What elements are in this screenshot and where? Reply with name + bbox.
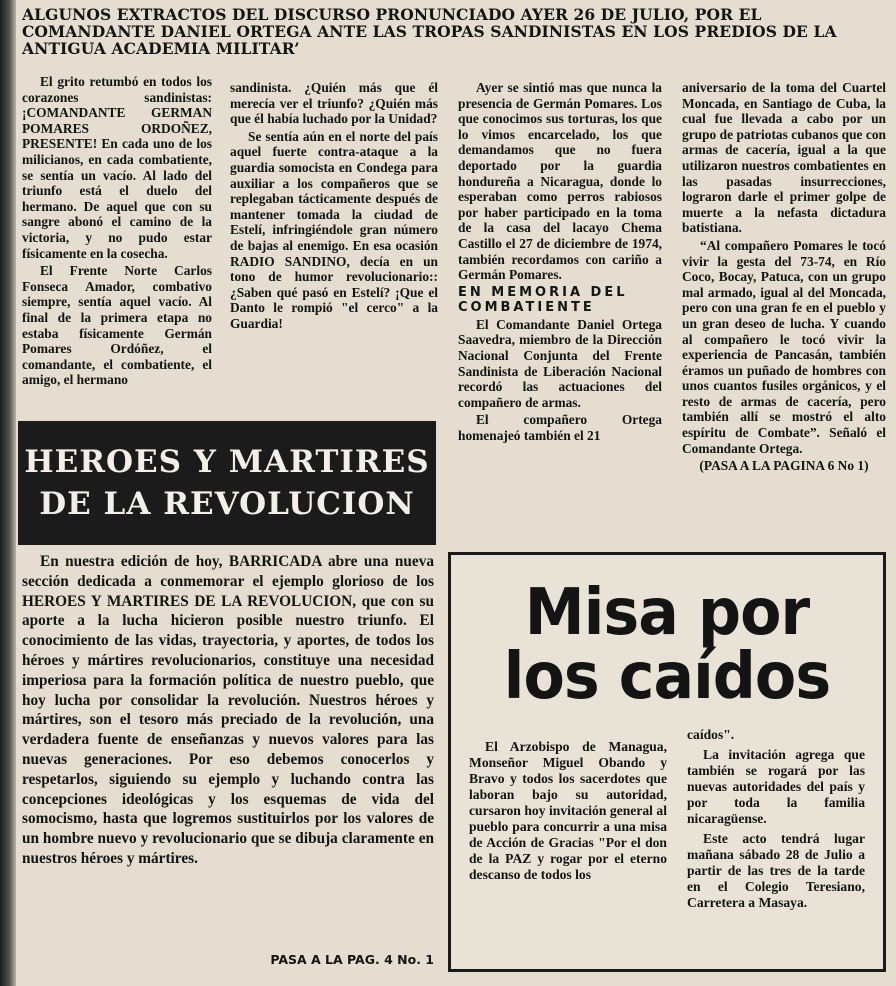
paragraph: sandinista. ¿Quién más que él merecía ver el triunfo? ¿Quién más que él había luchado por la Unidad? bbox=[230, 80, 438, 127]
paragraph: “Al compañero Pomares le tocó vivir la gesta del 73-74, en Río Coco, Bocay, Patuca, con un grupo mal armado, igual al del Moncada, pero con una gran fe en el pueblo y un gran deseo de lucha. Y cuando al compañero le tocó vivir la experiencia de Pancasán, también éramos un puñado de hombres con unos cuantos fusiles orgánicos, y el resto de armas de cacería, pero también allí se mostró el alto espíritu de Combate”. Señaló el Comandante Ortega. bbox=[682, 237, 886, 456]
article-column-3 bbox=[458, 80, 662, 445]
page-headline: ALGUNOS EXTRACTOS DEL DISCURSO PRONUNCIADO AYER 26 DE JULIO, POR EL COMANDANTE DANIEL ORTEGA ANTE LAS TROPAS SANDINISTAS EN LOS PREDIOS DE LA ANTIGUA ACADEMIA MILITAR’ bbox=[22, 5, 837, 58]
article-column-1 bbox=[22, 74, 212, 390]
section-subheading: EN MEMORIA DEL COMBATIENTE bbox=[458, 284, 628, 315]
paragraph: El compañero Ortega homenajeó también el 21 bbox=[458, 412, 662, 443]
banner-line-1: HEROES Y MARTIRES bbox=[24, 444, 430, 480]
announcement-column-1 bbox=[469, 739, 667, 887]
paragraph: La invitación agrega que también se rogará por las nuevas autoridades del país y por toda la familia nicaragüense. bbox=[687, 747, 865, 826]
paragraph: El Arzobispo de Managua, Monseñor Miguel Obando y Bravo y todos los sacerdotes que laboran bajo su autoridad, cursaron hoy invitación general al pueblo para concurrir a una misa de Acción de Gracias "Por el don de la PAZ y rogar por el eterno descanso de todos los bbox=[469, 739, 667, 882]
announcement-title bbox=[464, 576, 870, 714]
article-column-2 bbox=[230, 80, 438, 334]
binding-shadow bbox=[0, 0, 16, 986]
announcement-title-line-2: los caídos bbox=[503, 640, 831, 714]
paragraph: El Frente Norte Carlos Fonseca Amador, combativo siempre, sentía aquel vacío. Al final de la primera etapa no estaba físicamente Germán Pomares Ordóñez, el comandante, el combatiente, el amigo, el hermano bbox=[22, 263, 212, 388]
paragraph: Ayer se sintió mas que nunca la presencia de Germán Pomares. Los que conocimos sus torturas, los que lo vimos encarcelado, los que demandamos que no fuera deportado por la guardia hondureña a Nicaragua, donde lo esperaban como perros rabiosos por haber participado en la toma de la casa del lacayo Chema Castillo el 27 de diciembre de 1974, también recordamos con cariño a Germán Pomares. bbox=[458, 80, 662, 283]
announcement-column-2 bbox=[687, 727, 865, 915]
mass-announcement-box bbox=[448, 552, 886, 972]
article-column-4 bbox=[682, 80, 886, 476]
paragraph: El Comandante Daniel Ortega Saavedra, miembro de la Dirección Nacional Conjunta del Frente Sandinista de Liberación Nacional recordó las actuaciones del compañero de armas. bbox=[458, 316, 662, 410]
paragraph: Se sentía aún en el norte del país aquel fuerte contra-ataque a la guardia somocista en Condega para auxiliar a los compañeros que se replegaban tácticamente después de mantener tomada la ciudad de Estelí, infringiéndole gran número de bajas al enemigo. En esa ocasión RADIO SANDINO, decía en un tono de humor revolucionario:: ¿Saben qué pasó en Estelí? ¡Que el Danto le rompió "el cerco" a la Guardia! bbox=[230, 128, 438, 331]
announcement-title-line-1: Misa por bbox=[524, 576, 810, 650]
paragraph: Este acto tendrá lugar mañana sábado 28 de Julio a partir de las tres de la tarde en el Colegio Teresiano, Carretera a Masaya. bbox=[687, 831, 865, 910]
banner-line-2: DE LA REVOLUCION bbox=[39, 486, 415, 522]
section-banner bbox=[18, 421, 436, 545]
continued-on-notice: (PASA A LA PAGINA 6 No 1) bbox=[699, 458, 869, 474]
continued-on-notice: PASA A LA PAG. 4 No. 1 bbox=[270, 952, 434, 967]
section-intro: En nuestra edición de hoy, BARRICADA abre una nueva sección dedicada a conmemorar el ejemplo glorioso de los HEROES Y MARTIRES DE LA REVOLUCION, que con su aporte a la lucha hicieron posible nuestro triunfo. El conocimiento de las vidas, trayectoria, y aportes, de todos los héroes y mártires revolucionarios, constituye una necesidad imperiosa para la formación política de nuestro pueblo, que hoy lucha por consolidar la revolución. Nuestros héroes y mártires, son el tesoro más preciado de la revolución, una verdadera fuente de enseñanzas y nuevos valores para las nuevas generaciones. Por eso debemos conocerlos y respetarlos, siguiendo su ejemplo y luchando contra las concepciones ideológicas y los esquemas de vida del somocismo, hasta que logremos sustituirlos por los valores de un hombre nuevo y revolucionario que se dibuja claramente en nuestros héroes y mártires. bbox=[22, 553, 434, 867]
paragraph: El grito retumbó en todos los corazones sandinistas: ¡COMANDANTE GERMAN POMARES ORDOÑEZ, PRESENTE! En cada uno de los milicianos, en cada combatiente, se sentía un vacío. Al lado del triunfo está el duelo del hermano. De aquel que con su sangre abonó el camino de la victoria, y no pudo estar físicamente en la cosecha. bbox=[22, 74, 212, 261]
paragraph: caídos". bbox=[687, 727, 735, 742]
paragraph: aniversario de la toma del Cuartel Moncada, en Santiago de Cuba, la cual fue llevada a cabo por un grupo de patriotas cubanos que con armas de cacería, igual a la que utilizaron nuestros combatientes en las pasadas insurrecciones, lograron darle el primer golpe de muerte a la nefasta dictadura batistiana. bbox=[682, 80, 886, 236]
